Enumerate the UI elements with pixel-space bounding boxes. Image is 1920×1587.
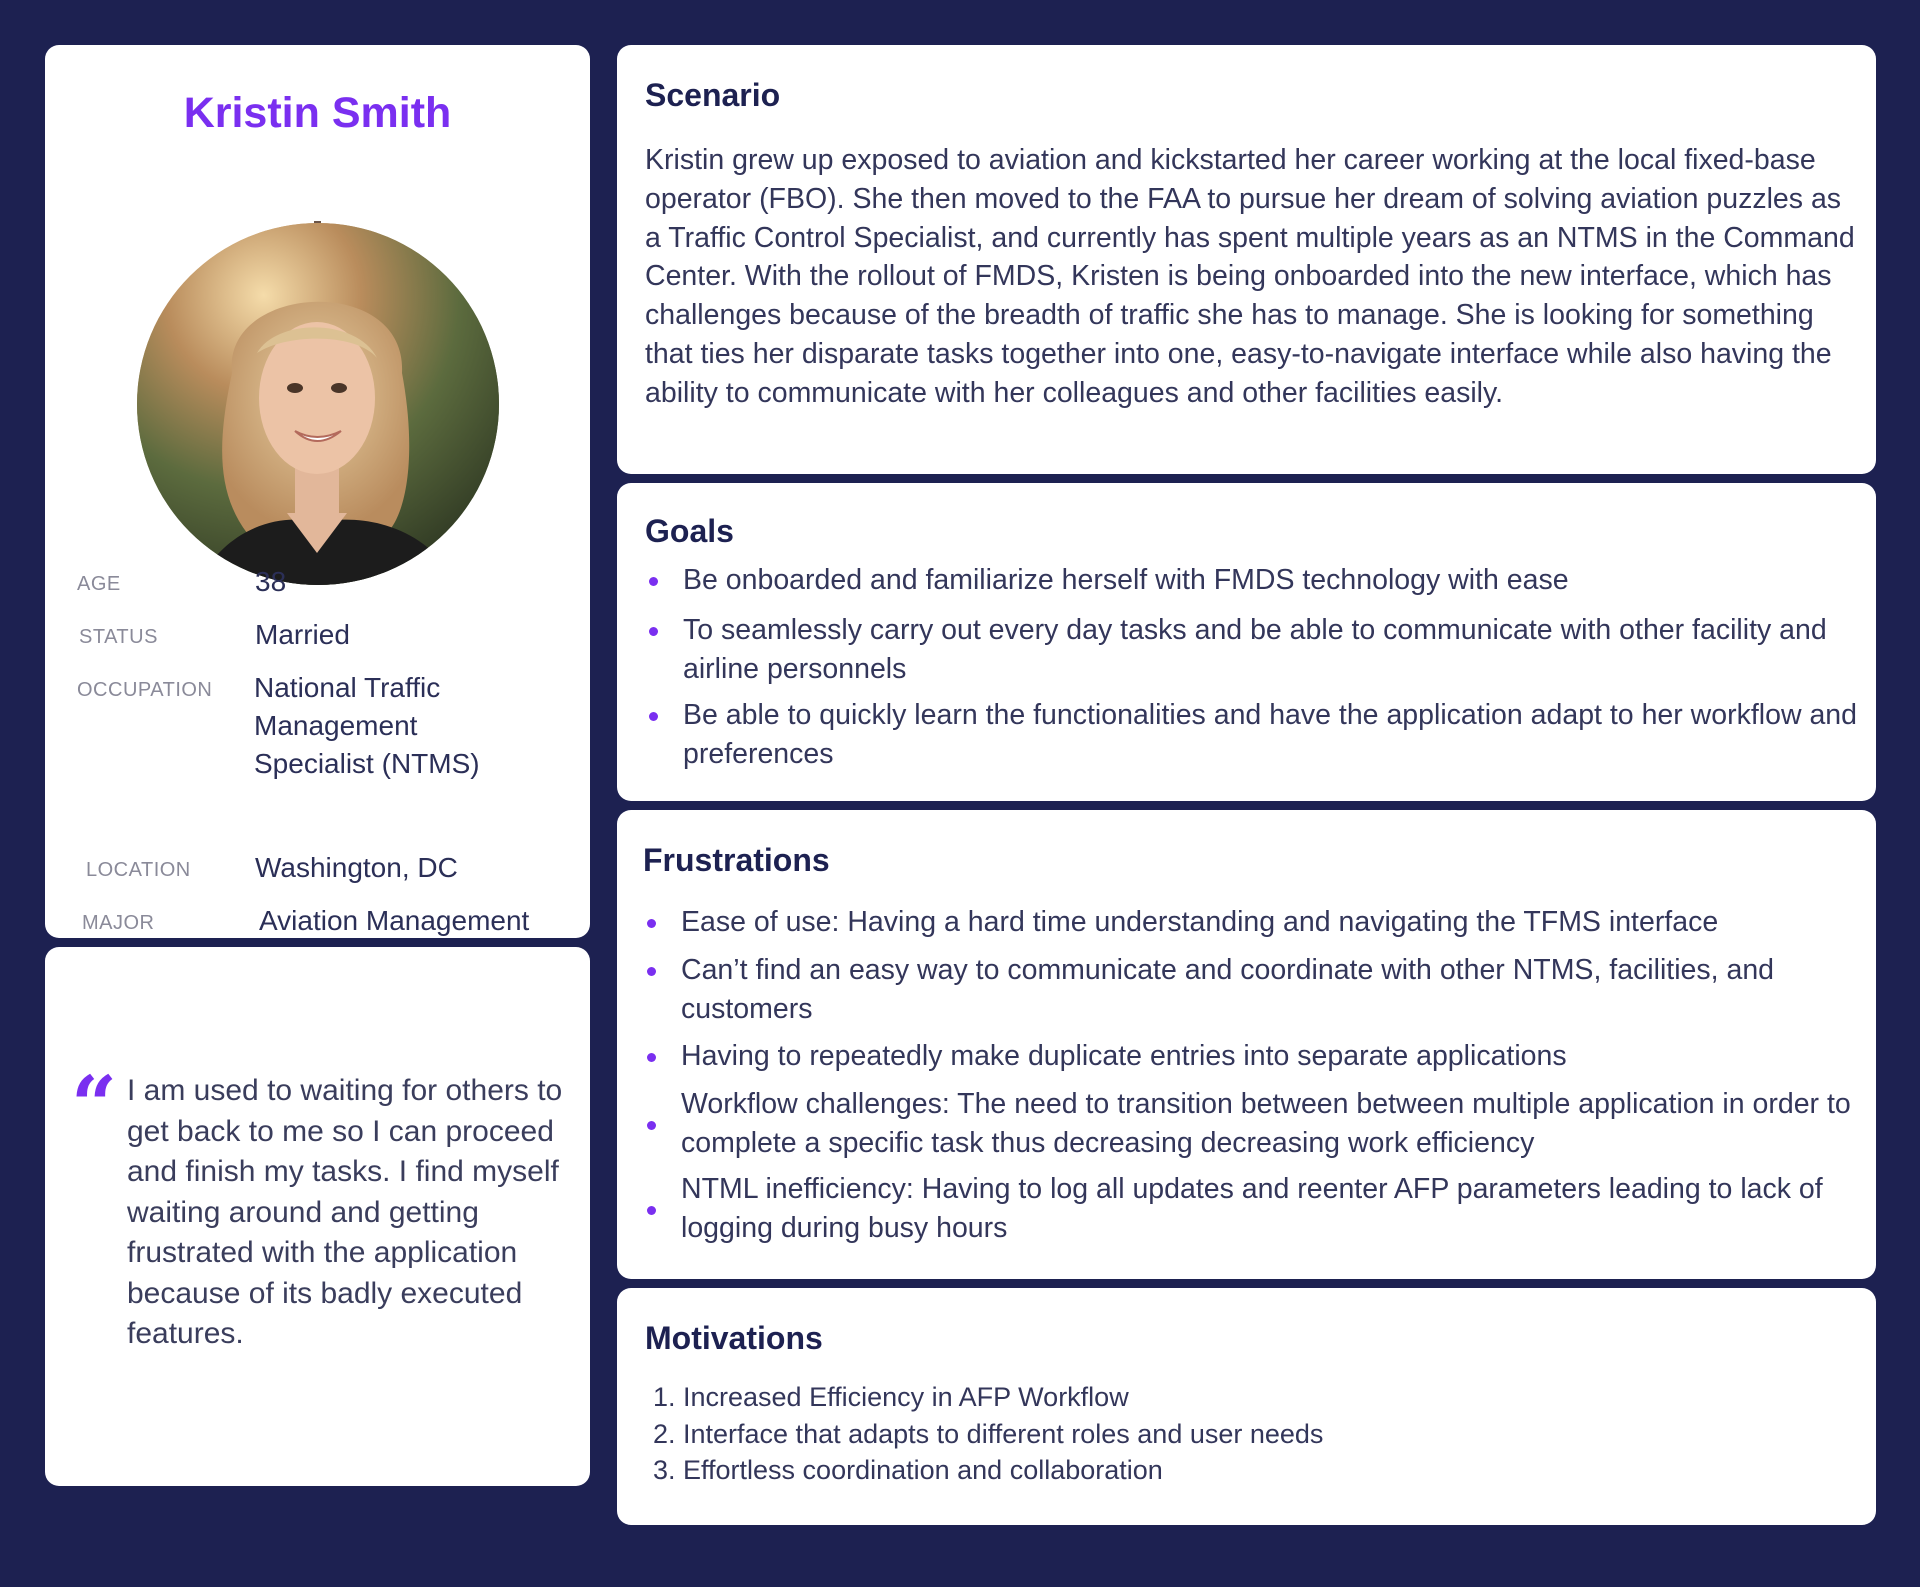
- motivation-text: Increased Efficiency in AFP Workflow: [683, 1382, 1129, 1412]
- list-item: [643, 1037, 1858, 1076]
- list-item: [645, 696, 1860, 774]
- list-item: [643, 1170, 1858, 1248]
- quote-card: [45, 947, 590, 1486]
- list-item: [645, 611, 1860, 689]
- scenario-card: [617, 45, 1876, 474]
- list-item: [643, 951, 1858, 1029]
- bullet-icon: [649, 627, 658, 636]
- bullet-icon: [647, 1053, 656, 1062]
- major-label: MAJOR: [82, 912, 155, 934]
- age-value: 38: [255, 566, 287, 597]
- goal-text: Be able to quickly learn the functionalities and have the application adapt to her workflow and preferences: [683, 699, 1857, 771]
- list-item: 2. Interface that adapts to different roles and user needs: [653, 1418, 1324, 1449]
- motivation-text: Effortless coordination and collaboration: [683, 1455, 1163, 1485]
- list-item: [643, 903, 1858, 942]
- occupation-value: [254, 669, 554, 783]
- scenario-title: Scenario: [645, 77, 781, 113]
- frustration-text: NTML inefficiency: Having to log all updates and reenter AFP parameters leading to lack of logging during busy hours: [681, 1172, 1823, 1244]
- bullet-icon: [647, 1121, 656, 1130]
- goal-text: To seamlessly carry out every day tasks and be able to communicate with other facility and airline personnels: [683, 613, 1827, 685]
- age-label: AGE: [77, 573, 121, 595]
- motivation-text: Interface that adapts to different roles and user needs: [683, 1418, 1324, 1449]
- motivations-title: Motivations: [645, 1320, 823, 1356]
- frustration-text: Can’t find an easy way to communicate and coordinate with other NTMS, facilities, and customers: [681, 953, 1775, 1025]
- avatar: [137, 223, 499, 585]
- major-value: Aviation Management: [259, 905, 530, 936]
- occupation-line: Management: [254, 710, 418, 741]
- status-value: Married: [255, 619, 350, 650]
- bullet-icon: [647, 967, 656, 976]
- list-item: [643, 1085, 1858, 1163]
- scenario-text: Kristin grew up exposed to aviation and kickstarted her career working at the local fixed-base operator (FBO). She then moved to the FAA to pursue her dream of solving aviation puzzles as a Traffic Control Specialist, and currently has spent multiple years as an NTMS in the Command Center. With the rollout of FMDS, Kristen is being onboarded into the new interface, which has challenges because of the breadth of traffic she has to manage. She is looking for something that ties her disparate tasks together into one, easy-to-navigate interface while also having the ability to communicate with her colleagues and other facilities easily.: [645, 144, 1855, 409]
- frustrations-title: Frustrations: [643, 842, 830, 878]
- frustrations-card: [617, 810, 1876, 1279]
- list-item: [645, 561, 1860, 600]
- portrait-photo: [137, 223, 499, 585]
- motivations-list: [653, 1379, 1853, 1489]
- occupation-label: OCCUPATION: [77, 679, 213, 701]
- goals-title: Goals: [645, 513, 734, 549]
- location-value: Washington, DC: [255, 852, 458, 883]
- occupation-line: Specialist (NTMS): [254, 748, 480, 779]
- occupation-line: National Traffic: [254, 672, 441, 703]
- frustration-text: Having to repeatedly make duplicate entries into separate applications: [681, 1040, 1567, 1073]
- bullet-icon: [647, 919, 656, 928]
- bullet-icon: [647, 1206, 656, 1215]
- quote-text: I am used to waiting for others to get back to me so I can proceed and finish my tasks. I find myself waiting around and getting frustrated with the application because of its badly executed features.: [127, 1074, 563, 1350]
- quote-mark-icon: “: [71, 1058, 118, 1152]
- bullet-icon: [649, 712, 658, 721]
- location-label: LOCATION: [86, 859, 191, 881]
- goals-list: [645, 561, 1860, 774]
- frustration-text: Ease of use: Having a hard time understanding and navigating the TFMS interface: [681, 906, 1719, 938]
- goal-text: Be onboarded and familiarize herself with FMDS technology with ease: [683, 564, 1569, 596]
- persona-name: Kristin Smith: [183, 89, 452, 137]
- frustration-text: Workflow challenges: The need to transition between between multiple application in order to complete a specific task thus decreasing decreasing work efficiency: [681, 1088, 1851, 1159]
- goals-card: [617, 483, 1876, 801]
- motivations-card: [617, 1288, 1876, 1525]
- bullet-icon: [649, 577, 658, 586]
- frustrations-list: [643, 903, 1858, 1247]
- avatar-container: [137, 175, 499, 585]
- profile-card: [45, 45, 590, 938]
- status-label: STATUS: [79, 626, 158, 648]
- list-item: 3. Effortless coordination and collaboration: [653, 1455, 1163, 1485]
- list-item: 1. Increased Efficiency in AFP Workflow: [653, 1382, 1129, 1412]
